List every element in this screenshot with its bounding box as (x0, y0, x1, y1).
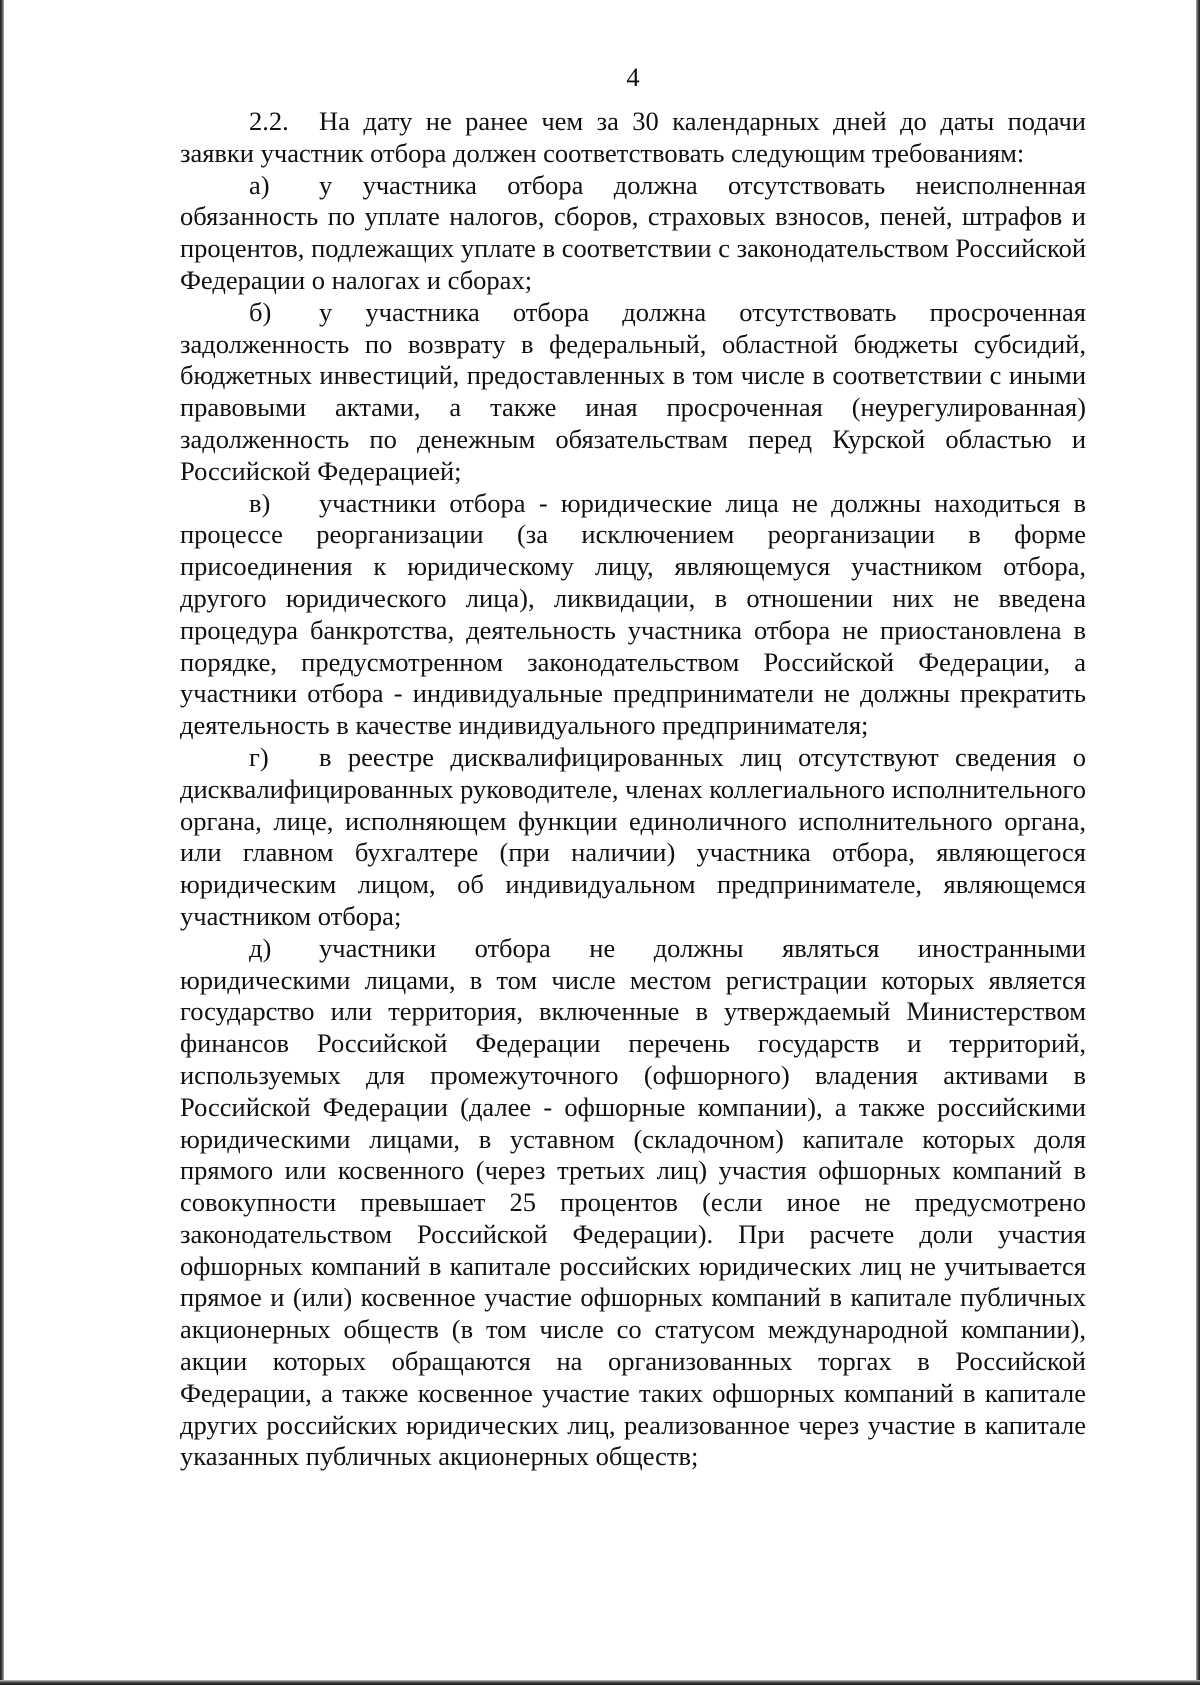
list-item-marker: г) (249, 741, 269, 772)
scan-edge-right (1196, 0, 1200, 1685)
clause-text: На дату не ранее чем за 30 календарных дней до даты подачи заявки участник отбора должен соответствовать следующим требованиям: (180, 106, 1086, 168)
list-item-text: у участника отбора должна отсутствовать просроченная задолженность по возврату в федеральный, областной бюджеты субсидий, бюджетных инвестиций, предоставленных в том числе в соответствии с иными правовыми актами, а также иная просроченная (неурегулированная) задолженность по денежным обязательствам перед Курской областью и Российской Федерацией; (180, 296, 1086, 486)
list-item-text: в реестре дисквалифицированных лиц отсутствуют сведения о дисквалифицированных руководителе, членах коллегиального исполнительного органа, лице, исполняющем функции единоличного исполнительного органа, или главном бухгалтере (при наличии) участника отбора, являющегося юридическим лицом, об индивидуальном предпринимателе, являющемся участником отбора; (180, 741, 1086, 931)
clause-number: 2.2. (249, 106, 289, 136)
list-item-text: участники отбора - юридические лица не должны находиться в процессе реорганизации (за исключением реорганизации в форме присоединения к юридическому лицу, являющемуся участником отбора, другого юридического лица), ликвидации, в отношении них не введена процедура банкротства, деятельность участника отбора не приостановлена в порядке, предусмотренном законодательством Российской Федерации, а участники отбора - индивидуальные предприниматели не должны прекратить деятельность в качестве индивидуального предпринимателя; (180, 487, 1086, 741)
list-item-b (180, 297, 1086, 488)
list-item-marker: в) (249, 487, 271, 518)
list-item-v (180, 488, 1086, 742)
list-item-marker: а) (249, 169, 270, 200)
list-item-text: участники отбора не должны являться иностранными юридическими лицами, в том числе местом регистрации которых является государство или территория, включенные в утверждаемый Министерством финансов Российской Федерации перечень государств и территорий, используемых для промежуточного (офшорного) владения активами в Российской Федерации (далее - офшорные компании), а также российскими юридическими лицами, в уставном (складочном) капитале которых доля прямого или косвенного (через третьих лиц) участия офшорных компаний в совокупности превышает 25 процентов (если иное не предусмотрено законодательством Российской Федерации). При расчете доли участия офшорных компаний в капитале российских юридических лиц не учитывается прямое и (или) косвенное участие офшорных компаний в капитале публичных акционерных обществ (в том числе со статусом международной компании), акции которых обращаются на организованных торгах в Российской Федерации, а также косвенное участие таких офшорных компаний в капитале других российских юридических лиц, реализованное через участие в капитале указанных публичных акционерных обществ; (180, 932, 1086, 1472)
scan-edge-left (0, 0, 4, 1685)
list-item-a (180, 170, 1086, 297)
list-item-g (180, 742, 1086, 933)
list-item-text: у участника отбора должна отсутствовать неисполненная обязанность по уплате налогов, сборов, страховых взносов, пеней, штрафов и процентов, подлежащих уплате в соответствии с законодательством Российской Федерации о налогах и сборах; (180, 169, 1086, 295)
scan-edge-bottom (0, 1680, 1200, 1685)
list-item-d (180, 933, 1086, 1474)
list-item-marker: д) (249, 932, 272, 963)
list-item-marker: б) (249, 296, 272, 327)
document-body (180, 62, 1086, 1473)
page-number: 4 (626, 62, 640, 92)
clause-2-2 (180, 106, 1086, 170)
